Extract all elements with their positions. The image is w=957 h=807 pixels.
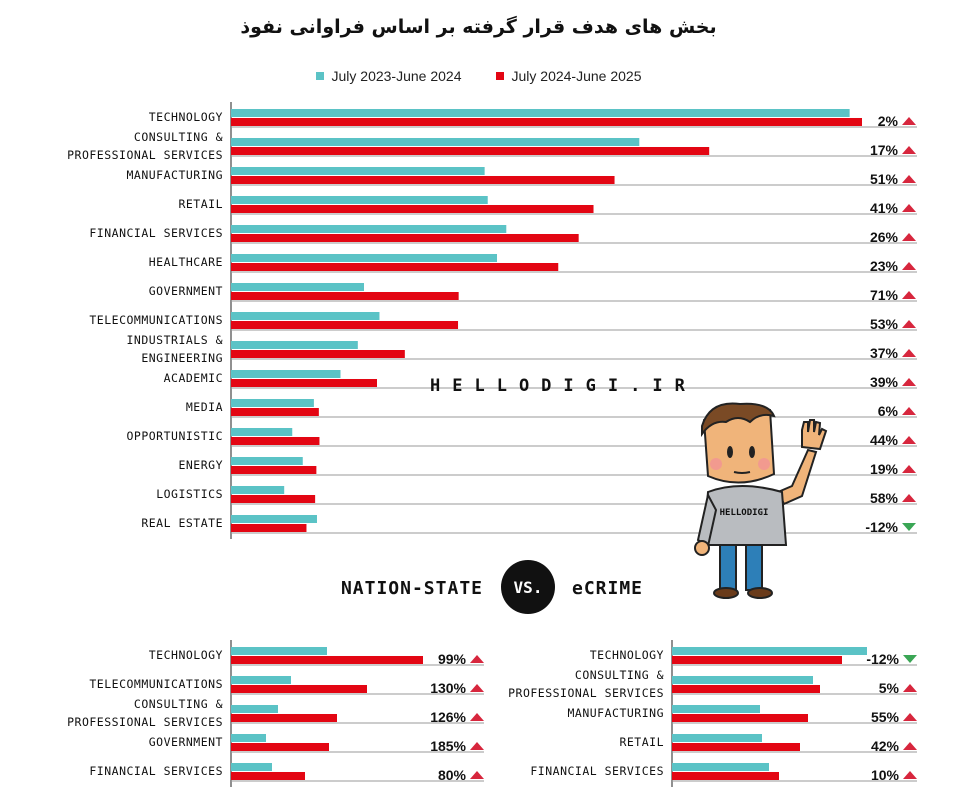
- change-value: 37%: [869, 345, 898, 361]
- up-arrow-icon: [902, 233, 916, 241]
- bar-series2: [231, 437, 319, 445]
- category-label: FINANCIAL SERVICES: [530, 764, 664, 778]
- category-label: GOVERNMENT: [148, 284, 223, 298]
- up-arrow-icon: [903, 742, 917, 750]
- up-arrow-icon: [902, 465, 916, 473]
- bar-series1: [672, 734, 762, 742]
- bar-series1: [672, 647, 867, 655]
- bar-series2: [231, 176, 615, 184]
- category-label-line: CONSULTING &: [133, 697, 223, 711]
- change-value: 44%: [869, 432, 898, 448]
- category-label: [126, 333, 223, 365]
- mascot-shirt-text: HELLODIGI: [719, 508, 769, 518]
- bar-series1: [672, 763, 769, 771]
- up-arrow-icon: [902, 494, 916, 502]
- nation-state-chart: [0, 627, 490, 807]
- bar-series1: [231, 457, 303, 465]
- change-value: 58%: [869, 490, 898, 506]
- change-value: 6%: [877, 403, 898, 419]
- bar-series1: [231, 676, 291, 684]
- bar-series1: [231, 341, 358, 349]
- bar-series1: [231, 486, 284, 494]
- category-label: HEALTHCARE: [148, 255, 223, 269]
- category-label-line: PROFESSIONAL SERVICES: [67, 715, 223, 729]
- bar-series2: [231, 495, 315, 503]
- ecrime-chart: [490, 627, 957, 807]
- up-arrow-icon: [902, 349, 916, 357]
- category-label-line: CONSULTING &: [133, 130, 223, 144]
- change-value: 23%: [869, 258, 898, 274]
- change-value: -12%: [865, 519, 898, 535]
- bar-series1: [672, 676, 813, 684]
- bar-series2: [672, 685, 820, 693]
- bar-series2: [231, 656, 423, 664]
- bar-series1: [672, 705, 760, 713]
- category-label: TELECOMMUNICATIONS: [89, 313, 223, 327]
- bar-series1: [231, 734, 266, 742]
- up-arrow-icon: [902, 378, 916, 386]
- bar-series1: [231, 312, 379, 320]
- vs-label-nation-state: NATION-STATE: [340, 578, 483, 599]
- bar-series2: [231, 743, 329, 751]
- bar-series2: [231, 118, 862, 126]
- category-label: [508, 668, 664, 700]
- bar-series1: [231, 399, 314, 407]
- up-arrow-icon: [470, 771, 484, 779]
- up-arrow-icon: [470, 655, 484, 663]
- change-value: 130%: [430, 680, 466, 696]
- legend-label-series1: July 2023-June 2024: [331, 68, 462, 84]
- category-label: ENERGY: [178, 458, 223, 472]
- category-label-line: PROFESSIONAL SERVICES: [67, 148, 223, 162]
- chart-title: بخش های هدف قرار گرفته بر اساس فراوانی نفوذ: [240, 16, 717, 38]
- category-label: MANUFACTURING: [126, 168, 223, 182]
- category-label: TECHNOLOGY: [148, 110, 223, 124]
- up-arrow-icon: [902, 407, 916, 415]
- change-value: 17%: [869, 142, 898, 158]
- up-arrow-icon: [903, 684, 917, 692]
- category-label: FINANCIAL SERVICES: [89, 226, 223, 240]
- bar-series2: [231, 685, 367, 693]
- bar-series2: [231, 714, 337, 722]
- bar-series1: [231, 370, 340, 378]
- up-arrow-icon: [902, 117, 916, 125]
- bar-series1: [231, 225, 506, 233]
- vs-badge-text: VS.: [513, 577, 543, 597]
- bar-series2: [231, 292, 459, 300]
- vs-banner: [0, 558, 957, 614]
- category-label: MANUFACTURING: [567, 706, 664, 720]
- bar-series2: [231, 379, 377, 387]
- bar-series2: [672, 656, 842, 664]
- bar-series1: [231, 647, 327, 655]
- vs-badge: [501, 560, 555, 614]
- bar-series2: [231, 350, 405, 358]
- category-label: TELECOMMUNICATIONS: [89, 677, 223, 691]
- category-label: REAL ESTATE: [141, 516, 223, 530]
- change-value: 2%: [877, 113, 898, 129]
- bar-series2: [672, 743, 800, 751]
- change-value: 41%: [869, 200, 898, 216]
- bar-series2: [231, 234, 579, 242]
- category-label: TECHNOLOGY: [148, 648, 223, 662]
- category-label: RETAIL: [619, 735, 664, 749]
- bar-series2: [231, 147, 709, 155]
- legend-label-series2: July 2024-June 2025: [511, 68, 642, 84]
- bar-series1: [231, 763, 272, 771]
- bar-series2: [672, 714, 808, 722]
- up-arrow-icon: [902, 436, 916, 444]
- bar-series1: [231, 196, 488, 204]
- down-arrow-icon: [902, 523, 916, 531]
- up-arrow-icon: [470, 742, 484, 750]
- change-value: 55%: [870, 709, 899, 725]
- bar-series1: [231, 705, 278, 713]
- category-label: GOVERNMENT: [148, 735, 223, 749]
- bar-series1: [231, 283, 364, 291]
- category-label-line: PROFESSIONAL SERVICES: [508, 686, 664, 700]
- up-arrow-icon: [903, 771, 917, 779]
- category-label: MEDIA: [185, 400, 223, 414]
- category-label: [67, 130, 223, 162]
- bar-series2: [231, 524, 306, 532]
- category-label: [67, 697, 223, 729]
- bar-series1: [231, 428, 292, 436]
- bar-series2: [231, 263, 558, 271]
- bar-series2: [231, 466, 316, 474]
- up-arrow-icon: [903, 713, 917, 721]
- change-value: 185%: [430, 738, 466, 754]
- up-arrow-icon: [470, 713, 484, 721]
- change-value: 71%: [869, 287, 898, 303]
- up-arrow-icon: [902, 175, 916, 183]
- bar-series2: [231, 321, 458, 329]
- bar-series2: [231, 205, 594, 213]
- change-value: 80%: [437, 767, 466, 783]
- category-label-line: CONSULTING &: [574, 668, 664, 682]
- category-label: RETAIL: [178, 197, 223, 211]
- up-arrow-icon: [470, 684, 484, 692]
- up-arrow-icon: [902, 291, 916, 299]
- change-value: 53%: [869, 316, 898, 332]
- change-value: 10%: [870, 767, 899, 783]
- change-value: 19%: [869, 461, 898, 477]
- bar-series1: [231, 254, 497, 262]
- category-label-line: INDUSTRIALS &: [126, 333, 223, 347]
- change-value: 26%: [869, 229, 898, 245]
- category-label: TECHNOLOGY: [589, 648, 664, 662]
- up-arrow-icon: [902, 204, 916, 212]
- change-value: 51%: [869, 171, 898, 187]
- up-arrow-icon: [902, 320, 916, 328]
- down-arrow-icon: [903, 655, 917, 663]
- change-value: 99%: [437, 651, 466, 667]
- bar-series2: [231, 772, 305, 780]
- up-arrow-icon: [902, 146, 916, 154]
- vs-label-ecrime: eCRIME: [572, 578, 644, 599]
- category-label-line: ENGINEERING: [141, 351, 223, 365]
- change-value: 126%: [430, 709, 466, 725]
- watermark: HELLODIGI.IR: [430, 376, 697, 396]
- change-value: 42%: [870, 738, 899, 754]
- change-value: -12%: [866, 651, 899, 667]
- category-label: ACADEMIC: [163, 371, 223, 385]
- change-value: 39%: [869, 374, 898, 390]
- change-value: 5%: [878, 680, 899, 696]
- category-label: OPPORTUNISTIC: [126, 429, 223, 443]
- bar-series2: [672, 772, 779, 780]
- category-label: FINANCIAL SERVICES: [89, 764, 223, 778]
- category-label: LOGISTICS: [156, 487, 223, 501]
- bar-series2: [231, 408, 319, 416]
- bar-series1: [231, 109, 850, 117]
- bar-series1: [231, 515, 317, 523]
- up-arrow-icon: [902, 262, 916, 270]
- bar-series1: [231, 167, 485, 175]
- bar-series1: [231, 138, 639, 146]
